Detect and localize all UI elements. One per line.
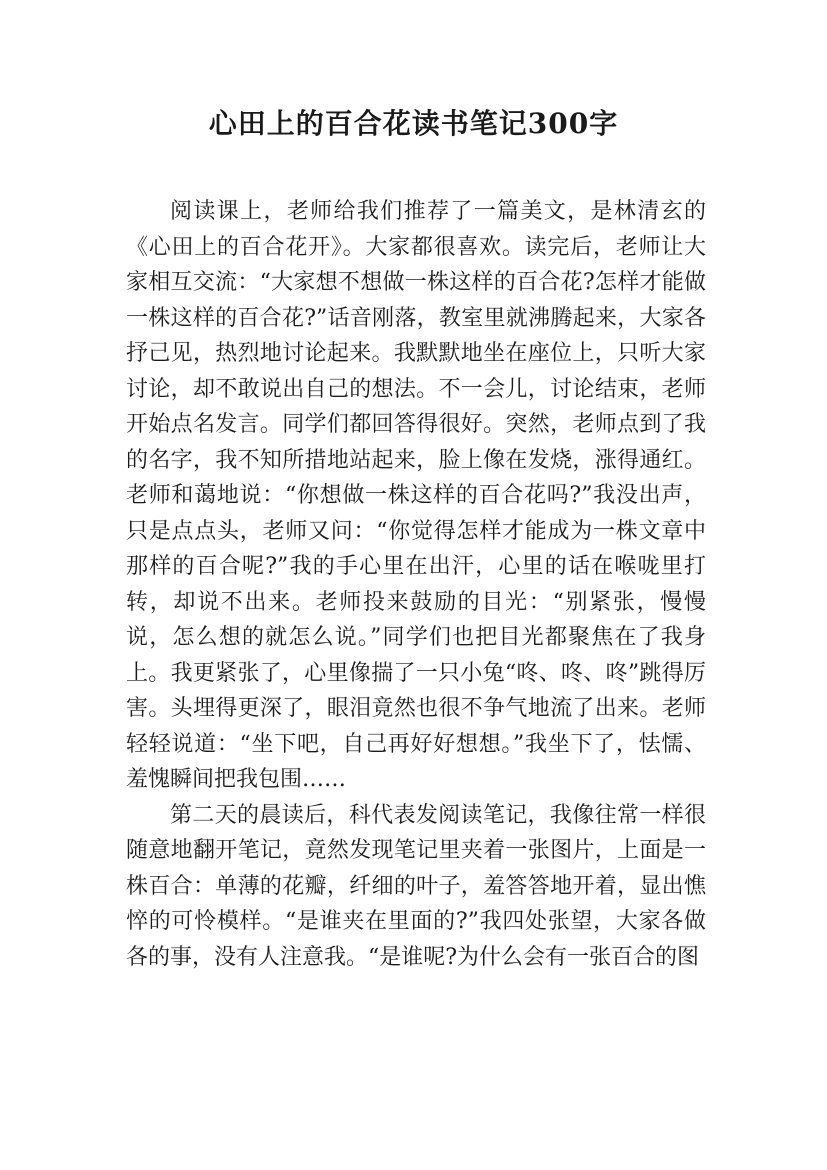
paragraph-2: 第二天的晨读后，科代表发阅读笔记，我像往常一样很随意地翻开笔记，竟然发现笔记里夹着一张图片，上面是一株百合：单薄的花瓣，纤细的叶子，羞答答地开着，显出憔悴的可怜模样。“是谁夹在里面的?”我四处张望，大家各做各的事，没有人注意我。“是谁呢?为什么会有一张百合的图 [126, 802, 706, 970]
article-body [126, 194, 706, 975]
page-title: 心田上的百合花读书笔记300字 [208, 107, 619, 140]
paragraph-1: 阅读课上，老师给我们推荐了一篇美文，是林清玄的《心田上的百合花开》。大家都很喜欢。读完后，老师让大家相互交流：“大家想不想做一株这样的百合花?怎样才能做一株这样的百合花?”话音刚落，教室里就沸腾起来，大家各抒己见，热烈地讨论起来。我默默地坐在座位上，只听大家讨论，却不敢说出自己的想法。不一会儿，讨论结束，老师开始点名发言。同学们都回答得很好。突然，老师点到了我的名字，我不知所措地站起来，脸上像在发烧，涨得通红。老师和蔼地说：“你想做一株这样的百合花吗?”我没出声，只是点点头，老师又问：“你觉得怎样才能成为一株文章中那样的百合呢?”我的手心里在出汗，心里的话在喉咙里打转，却说不出来。老师投来鼓励的目光：“别紧张，慢慢说，怎么想的就怎么说。”同学们也把目光都聚焦在了我身上。我更紧张了，心里像揣了一只小兔“咚、咚、咚”跳得厉害。头埋得更深了，眼泪竟然也很不争气地流了出来。老师轻轻说道：“坐下吧，自己再好好想想。”我坐下了，怯懦、羞愧瞬间把我包围…… [126, 199, 706, 792]
